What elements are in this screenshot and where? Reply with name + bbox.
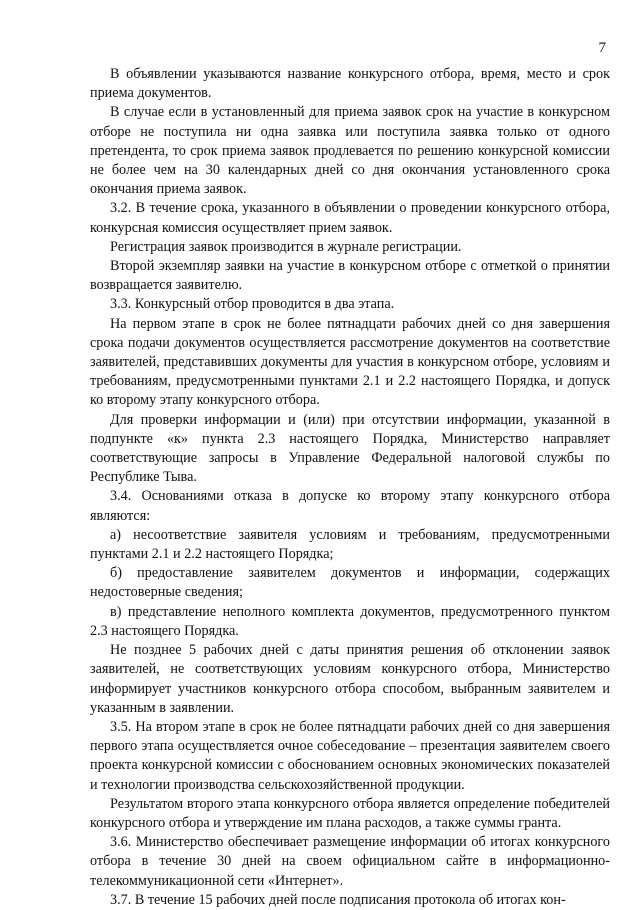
page-number: 7 <box>598 40 606 56</box>
paragraph: 3.7. В течение 15 рабочих дней после подписания протокола об итогах кон- <box>110 891 566 908</box>
paragraph: 3.5. На втором этапе в срок не более пятнадцати рабочих дней со дня завершения первого этапа осуществляется очное собеседование – презентация заявителем своего проекта конкурсной комиссии с обоснованием основных экономических показателей и технологии производства сельскохозяйственной продукции. <box>90 718 610 793</box>
paragraph: Для проверки информации и (или) при отсутствии информации, указанной в подпункте «к» пункта 2.3 настоящего Порядка, Министерство направляет соответствующие запросы в Управление Федеральной налоговой службы по Республике Тыва. <box>90 411 610 486</box>
paragraph: В объявлении указываются название конкурсного отбора, время, место и срок приема документов. <box>90 66 610 102</box>
paragraph: 3.4. Основаниями отказа в допуске ко второму этапу конкурсного отбора являются: <box>90 488 610 524</box>
paragraph: 3.2. В течение срока, указанного в объявлении о проведении конкурсного отбора, конкурсная комиссия осуществляет прием заявок. <box>90 200 610 236</box>
paragraph: В случае если в установленный для приема заявок срок на участие в конкурсном отборе не поступила ни одна заявка или поступила заявка только от одного претендента, то срок приема заявок продлевается по решению конкурсной комиссии не более чем на 30 календарных дней со дня окончания установленного срока окончания приема заявок. <box>90 104 610 198</box>
paragraph: в) представление неполного комплекта документов, предусмотренного пунктом 2.3 настоящего Порядка. <box>90 603 610 639</box>
paragraph: а) несоответствие заявителя условиям и требованиям, предусмотренными пунктами 2.1 и 2.2 настоящего Порядка; <box>90 526 610 563</box>
paragraph: Результатом второго этапа конкурсного отбора является определение победителей конкурсного отбора и утверждение им плана расходов, а также суммы гранта. <box>90 795 610 831</box>
paragraph: На первом этапе в срок не более пятнадцати рабочих дней со дня завершения срока подачи документов осуществляется рассмотрение документов на соответствие заявителей, представивших документы для участия в конкурсном отборе, условиям и требованиям, предусмотренными пунктами 2.1 и 2.2 настоящего Порядка, и допуск ко второму этапу конкурсного отбора. <box>90 315 610 409</box>
paragraph: 3.3. Конкурсный отбор проводится в два этапа. <box>110 296 395 313</box>
paragraph: б) предоставление заявителем документов и информации, содержащих недостоверные сведения; <box>90 565 610 601</box>
paragraph: Второй экземпляр заявки на участие в конкурсном отборе с отметкой о принятии возвращается заявителю. <box>90 258 610 294</box>
document-body <box>90 65 610 910</box>
paragraph: 3.6. Министерство обеспечивает размещение информации об итогах конкурсного отбора в течение 30 дней на своем официальном сайте в информационно-телекоммуникационной сети «Интернет». <box>90 834 610 889</box>
paragraph: Не позднее 5 рабочих дней с даты принятия решения об отклонении заявок заявителей, не соответствующих условиям конкурсного отбора, Министерство информирует участников конкурсного отбора способом, выбранным заявителем и указанным в заявлении. <box>90 642 610 716</box>
paragraph: Регистрация заявок производится в журнале регистрации. <box>110 238 462 255</box>
